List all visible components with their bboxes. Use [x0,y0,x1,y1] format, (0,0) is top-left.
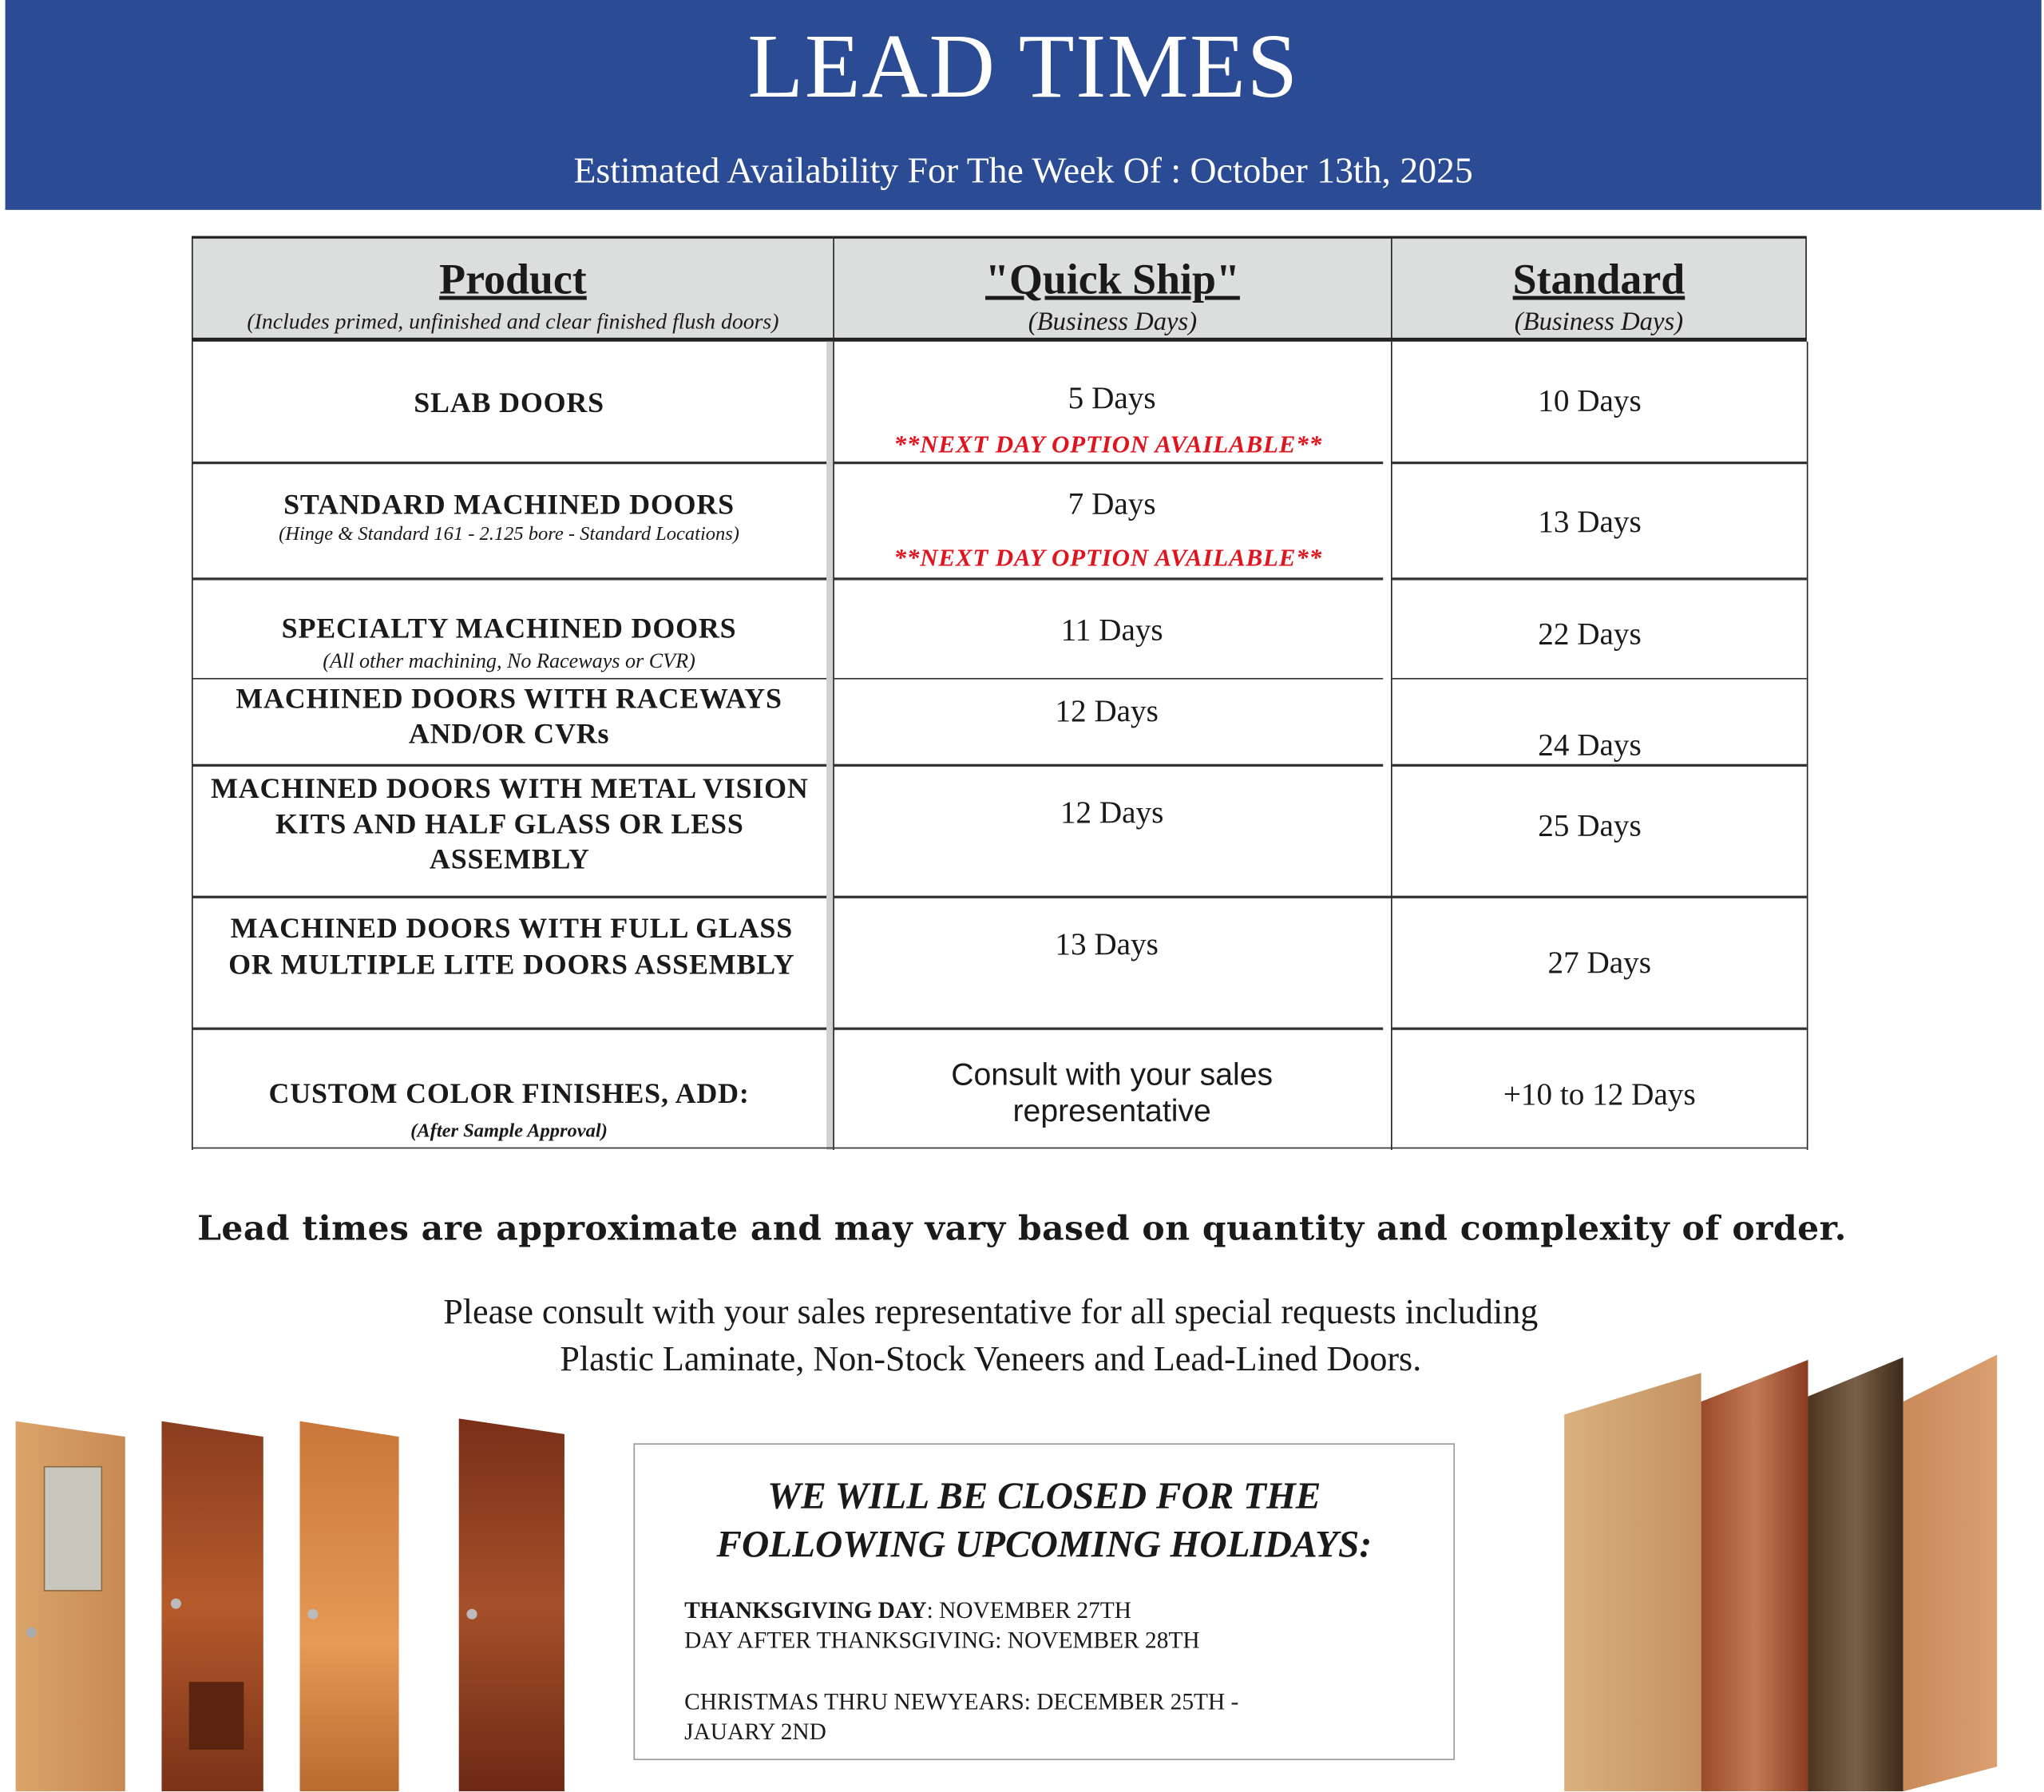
standard-days: 22 Days [1538,617,1642,652]
header-quick-ship [833,236,1391,342]
holiday-item [684,1687,1238,1718]
table-row-product [192,342,826,462]
row-divider [833,462,1383,464]
consult-note-line1: Please consult with your sales representative for all special requests including [443,1291,1539,1331]
product-name: STANDARD MACHINED DOORS [283,487,735,521]
header-product-subtitle: (Includes primed, unfinished and clear finished flush doors) [247,308,779,334]
holiday-item [684,1626,1199,1656]
next-day-option-note: **NEXT DAY OPTION AVAILABLE** [893,431,1322,459]
row-divider [192,764,826,767]
holiday-label: THANKSGIVING DAY [684,1596,927,1624]
table-row-product [208,910,814,983]
holiday-date: JAUARY 2ND [684,1718,826,1745]
row-divider [192,1028,826,1030]
door-flush-dark [459,1418,564,1791]
veneer-panel-walnut [1808,1358,1903,1792]
quick-ship-days: 7 Days [1068,487,1156,522]
row-divider [1391,577,1807,580]
quick-ship-days: 12 Days [1055,695,1159,729]
standard-days: +10 to 12 Days [1503,1078,1696,1112]
veneer-panel-oak [1564,1373,1701,1791]
standard-days: 27 Days [1547,946,1652,981]
veneer-panel-mahogany [1701,1360,1808,1791]
standard-days: 25 Days [1538,809,1642,844]
product-name: SPECIALTY MACHINED DOORS [281,611,737,644]
door-vision-glass [45,1467,102,1591]
quick-ship-consult: Consult with your sales representative [951,1057,1274,1129]
holiday-notice [633,1443,1455,1760]
quick-ship-days: 12 Days [1060,796,1164,831]
holiday-date: : NOVEMBER 28TH [995,1627,1200,1654]
door-samples-left-image [0,1408,587,1791]
holiday-item [684,1717,826,1747]
holiday-date: : DECEMBER 25TH - [1024,1688,1239,1715]
header-quick-ship-title: "Quick Ship" [985,256,1240,304]
door-louver [189,1682,244,1750]
product-note: (Hinge & Standard 161 - 2.125 bore - Standard Locations) [279,524,739,545]
row-divider [833,896,1391,898]
holiday-heading [635,1473,1453,1570]
column-shade [826,342,833,1150]
header-standard [1391,236,1807,342]
header-standard-subtitle: (Business Days) [1514,307,1684,337]
next-day-option-note: **NEXT DAY OPTION AVAILABLE** [893,545,1322,573]
product-name: SLAB DOORS [414,385,604,418]
table-row-product [192,486,826,548]
quick-ship-days: 5 Days [1068,382,1156,416]
table-row-product [192,610,826,676]
row-divider [192,896,826,898]
header-product-title: Product [439,256,587,304]
quick-ship-days: 11 Days [1060,613,1163,648]
row-divider [1391,462,1807,464]
page-title: LEAD TIMES [747,17,1299,117]
product-name: CUSTOM COLOR FINISHES, ADD: [268,1076,750,1110]
row-divider [1391,678,1807,680]
header-quick-ship-subtitle: (Business Days) [1028,307,1198,337]
quick-ship-days: 13 Days [1055,928,1159,962]
table-border-bottom [192,1148,1808,1149]
holiday-label: CHRISTMAS THRU NEWYEARS [684,1688,1024,1715]
standard-days: 13 Days [1538,505,1642,540]
row-divider [1391,896,1807,898]
row-divider [192,577,826,580]
table-row-product [192,1076,826,1145]
row-divider [833,1028,1383,1030]
row-divider [833,764,1383,767]
door-samples-right-image [1558,1350,2007,1791]
table-row-product [194,771,825,876]
header-standard-title: Standard [1512,256,1686,304]
product-name: MACHINED DOORS WITH RACEWAYS AND/OR CVRs [236,681,782,750]
product-note: (All other machining, No Raceways or CVR) [323,650,695,673]
holiday-date: : NOVEMBER 27TH [926,1596,1131,1624]
consult-note-line2: Plastic Laminate, Non-Stock Veneers and Lead-Lined Doors. [560,1338,1422,1378]
lead-time-disclaimer: Lead times are approximate and may vary based on quantity and complexity of order. [197,1210,1847,1250]
holiday-heading-line: FOLLOWING UPCOMING HOLIDAYS: [716,1524,1373,1566]
table-row-product [204,680,813,751]
standard-days: 10 Days [1538,384,1642,419]
row-divider [1391,1028,1807,1030]
holiday-label: DAY AFTER THANKSGIVING [684,1627,996,1654]
row-divider [833,678,1383,680]
availability-date: Estimated Availability For The Week Of : October 13th, 2025 [573,151,1473,192]
holiday-item [684,1596,1131,1626]
row-divider [833,577,1383,580]
standard-days: 24 Days [1538,728,1642,763]
product-note: (After Sample Approval) [410,1121,608,1143]
holiday-heading-line: WE WILL BE CLOSED FOR THE [767,1476,1321,1518]
header-banner [6,0,2042,210]
door-flush-light [300,1421,399,1792]
header-product [192,236,833,342]
product-name: MACHINED DOORS WITH FULL GLASS OR MULTIPLE LITE DOORS ASSEMBLY [228,911,795,981]
row-divider [192,678,826,680]
table-border-right [1807,342,1808,1150]
row-divider [192,462,826,464]
veneer-panel-cherry [1903,1354,1998,1791]
product-name: MACHINED DOORS WITH METAL VISION KITS AND HALF GLASS OR LESS ASSEMBLY [211,771,809,875]
